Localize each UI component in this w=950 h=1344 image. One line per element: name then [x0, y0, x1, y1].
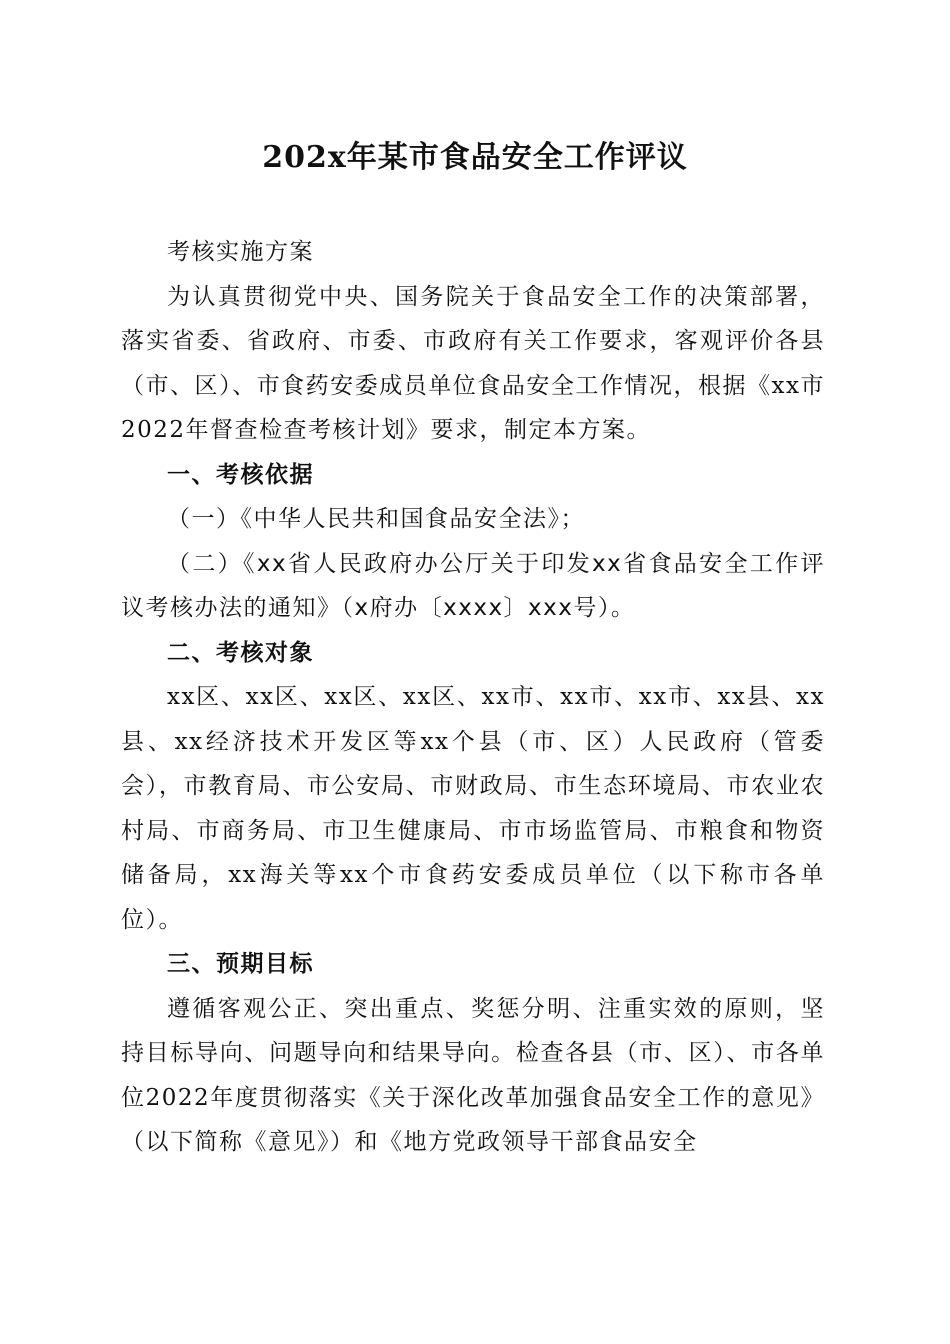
basis-item-2: （二）《xx省人民政府办公厅关于印发xx省食品安全工作评议考核办法的通知》（x府办〔xxxx〕xxx号）。 [121, 550, 825, 621]
document-body [121, 230, 825, 1165]
targets-paragraph: xx区、xx区、xx区、xx区、xx市、xx市、xx市、xx县、xx县、xx经济技术开发区等xx个县（市、区）人民政府（管委会），市教育局、市公安局、市财政局、市生态环境局、市农业农村局、市商务局、市卫生健康局、市市场监管局、市粮食和物资储备局，xx海关等xx个市食药安委成员单位（以下称市各单位）。 [121, 684, 825, 933]
section-subtitle: 考核实施方案 [167, 239, 314, 265]
heading-basis: 一、考核依据 [167, 461, 314, 488]
intro-paragraph: 为认真贯彻党中央、国务院关于食品安全工作的决策部署，落实省委、省政府、市委、市政府有关工作要求，客观评价各县（市、区）、市食药安委成员单位食品安全工作情况，根据《xx市2022年督查检查考核计划》要求，制定本方案。 [121, 283, 825, 443]
heading-goals: 三、预期目标 [167, 951, 314, 977]
document-title: 202x年某市食品安全工作评议 [262, 140, 688, 175]
basis-item-1: （一）《中华人民共和国食品安全法》； [167, 506, 585, 532]
goals-paragraph: 遵循客观公正、突出重点、奖惩分明、注重实效的原则，坚持目标导向、问题导向和结果导向。检查各县（市、区）、市各单位2022年度贯彻落实《关于深化改革加强食品安全工作的意见》（以下简称《意见》）和《地方党政领导干部食品安全 [121, 995, 825, 1155]
heading-targets: 二、考核对象 [167, 639, 314, 666]
